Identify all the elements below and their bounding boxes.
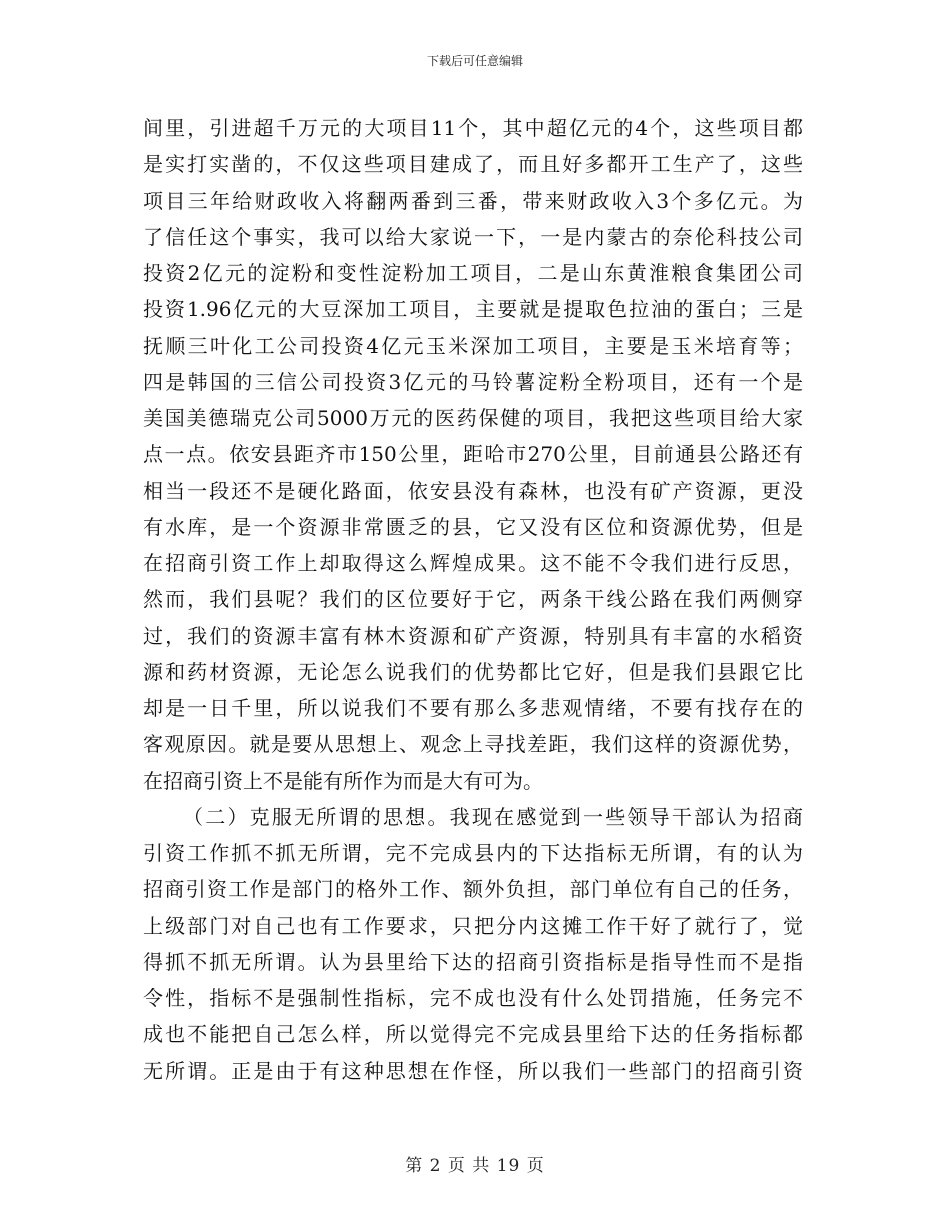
text-line: 源和药材资源，无论怎么说我们的优势都比它好，但是我们县跟它比 xyxy=(143,659,803,684)
text-line: 相当一段还不是硬化路面，依安县没有森林，也没有矿产资源，更没 xyxy=(143,478,803,503)
text-line: 美国美德瑞克公司5000万元的医药保健的项目，我把这些项目给大家 xyxy=(143,406,803,430)
text-line: 在招商引资上不是能有所作为而是大有可为。 xyxy=(143,768,543,793)
text-line: 成也不能把自己怎么样，所以觉得完不完成县里给下达的任务指标都 xyxy=(143,1022,803,1047)
document-body xyxy=(143,110,803,1089)
text-line: 抚顺三叶化工公司投资4亿元玉米深加工项目，主要是玉米培育等； xyxy=(143,333,803,358)
text-line: 投资2亿元的淀粉和变性淀粉加工项目，二是山东黄淮粮食集团公司 xyxy=(143,261,803,285)
text-line: 有水库，是一个资源非常匮乏的县，它又没有区位和资源优势，但是 xyxy=(143,514,803,539)
paragraph-start-line: （二）克服无所谓的思想。我现在感觉到一些领导干部认为招商 xyxy=(183,804,803,829)
text-line: 引资工作抓不抓无所谓，完不完成县内的下达指标无所谓，有的认为 xyxy=(143,841,803,865)
text-line: 却是一日千里，所以说我们不要有那么多悲观情绪，不要有找存在的 xyxy=(143,696,803,720)
text-line: 令性，指标不是强制性指标，完不成也没有什么处罚措施，任务完不 xyxy=(143,986,803,1010)
text-line: 项目三年给财政收入将翻两番到三番，带来财政收入3个多亿元。为 xyxy=(143,188,803,213)
text-line: 招商引资工作是部门的格外工作、额外负担，部门单位有自己的任务， xyxy=(143,877,803,902)
text-line: 点一点。依安县距齐市150公里，距哈市270公里，目前通县公路还有 xyxy=(143,442,803,467)
text-line: 得抓不抓无所谓。认为县里给下达的招商引资指标是指导性而不是指 xyxy=(143,949,803,974)
text-line: 然而，我们县呢？我们的区位要好于它，两条干线公路在我们两侧穿 xyxy=(143,587,803,612)
text-line: 四是韩国的三信公司投资3亿元的马铃薯淀粉全粉项目，还有一个是 xyxy=(143,369,803,394)
text-line: 了信任这个事实，我可以给大家说一下，一是内蒙古的奈伦科技公司 xyxy=(143,224,803,249)
text-line: 客观原因。就是要从思想上、观念上寻找差距，我们这样的资源优势， xyxy=(143,732,803,757)
text-line: 在招商引资工作上却取得这么辉煌成果。这不能不令我们进行反思， xyxy=(143,551,803,575)
text-line: 过，我们的资源丰富有林木资源和矿产资源，特别具有丰富的水稻资 xyxy=(143,623,803,648)
page-header: 下载后可任意编辑 xyxy=(426,54,523,68)
text-line: 间里，引进超千万元的大项目11个，其中超亿元的4个，这些项目都 xyxy=(143,116,803,140)
text-line: 投资1.96亿元的大豆深加工项目，主要就是提取色拉油的蛋白；三是 xyxy=(143,297,803,322)
text-line: 上级部门对自己也有工作要求，只把分内这摊工作干好了就行了，觉 xyxy=(143,913,803,938)
text-line: 是实打实凿的，不仅这些项目建成了，而且好多都开工生产了，这些 xyxy=(143,152,803,177)
text-line: 无所谓。正是由于有这种思想在作怪，所以我们一些部门的招商引资 xyxy=(143,1058,803,1083)
page-number-footer: 第 2 页 共 19 页 xyxy=(405,1156,545,1176)
